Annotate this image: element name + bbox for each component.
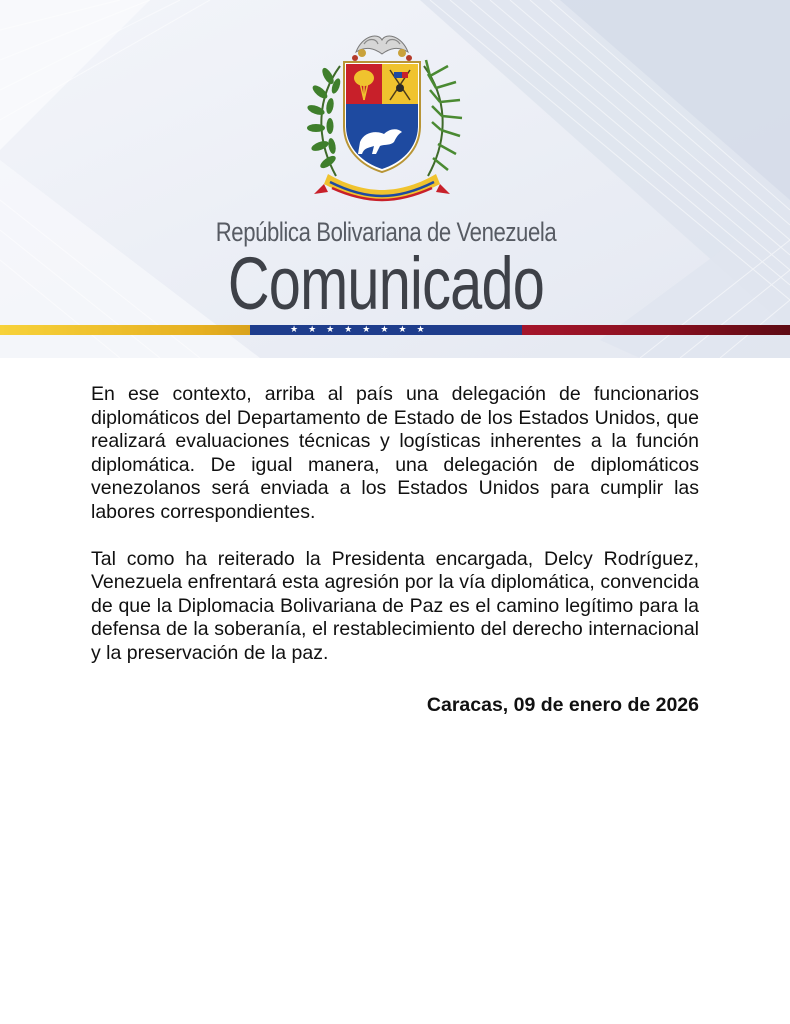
paragraph: En ese contexto, arriba al país una delegación de funcionarios diplomáticos del Departamento de Estado de los Estados Unidos, que realizará evaluaciones técnicas y logísticas inherentes a la función diplomática. De igual manera, una delegación de diplomáticos venezolanos será enviada a los Estados Unidos para cumplir las labores correspondientes. <box>91 383 699 523</box>
stripe-yellow <box>0 325 250 335</box>
stars-decoration: ★★★★★★★★ <box>290 325 435 335</box>
flag-stripe <box>0 325 790 335</box>
republic-name: República Bolivariana de Venezuela <box>215 217 557 247</box>
communique-body <box>91 383 699 689</box>
coat-of-arms-icon <box>298 26 466 208</box>
stripe-red <box>522 325 790 335</box>
page-title: Comunicado <box>227 242 545 325</box>
letterhead <box>0 0 790 358</box>
stripe-blue <box>250 325 522 335</box>
place-date-signature: Caracas, 09 de enero de 2026 <box>426 694 699 716</box>
paragraph: Tal como ha reiterado la Presidenta encargada, Delcy Rodríguez, Venezuela enfrentará esta agresión por la vía diplomática, convencida de que la Diplomacia Bolivariana de Paz es el camino legítimo para la defensa de la soberanía, el restablecimiento del derecho internacional y la preservación de la paz. <box>91 547 699 664</box>
